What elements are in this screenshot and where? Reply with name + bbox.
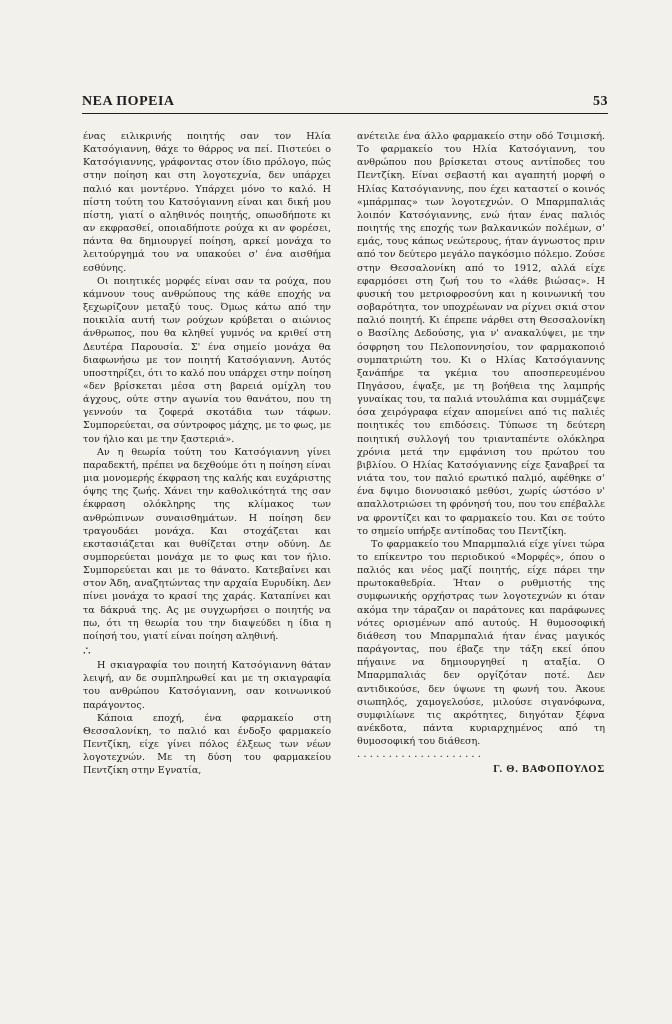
left-paragraph-1: ένας ειλικρινής ποιητής σαν τον Ηλία Κατσόγιαννη, θάχε το θάρρος να πεί. Πιστεύει ο Κατσόγιαννης, γράφοντας στον ίδιο πρόλογο, πώς στην ποίηση και στη λογοτεχνία, δεν υπάρχει παλιό και μοντέρνο. Υπάρχει μόνο το καλό. Η πίστη τούτη του Κατσόγιαννη είναι και δική μου πίστη, γιατί ο αληθινός ποιητής, οπωσδήποτε κι αν εκφρασθεί, οποιαδήποτε ρούχα κι αν φορέσει, πάντα θα δημιουργεί ποίηση, αρκεί μονάχα το λειτούργημά του να υπακούει σ' ένα αισθήμα εσθύνης.: [83, 131, 331, 274]
header-rule: [82, 113, 608, 114]
left-column: [83, 130, 331, 778]
right-column: [357, 130, 605, 776]
journal-title: ΝΕΑ ΠΟΡΕΙΑ: [82, 94, 175, 109]
right-paragraph-1: ανέτειλε ένα άλλο φαρμακείο στην οδό Τσιμισκή. Το φαρμακείο του Ηλία Κατσόγιαννη, του ανθρώπου που βρίσκεται στους αντίποδες του Πεντζίκη. Είναι σεβαστή και αγαπητή μορφή ο Ηλίας Κατσόγιαννης, που έχει καταστεί ο κοινός «μπάρμπας» των λογοτεχνών. Ο Μπαρμπαλιάς λοιπόν Κατσόγιαννης, ενώ ήταν ένας παλιός ποιητής της εποχής των βαλκανικών πολέμων, σ' εμάς, τους κάπως νεώτερους, ήταν άγνωστος πριν από τον δεύτερο μεγάλο παγκόσμιο πόλεμο. Ζούσε στην Θεσσαλονίκη από το 1912, αλλά είχε εφαρμόσει στη ζωή του το «λάθε βιώσας». Η φυσική του μετριοφροσύνη και η κοινωνική του σοβαρότητα, τον υποχρέωναν να ρίχνει σκιά στον παλιό ποιητή. Κι έπρεπε νάρθει στη Θεσσαλονίκη ο Βασίλης Δεδούσης, για ν' ανακαλύψει, με την όσφρηση του Πελοποννησίου, τον φαρμακοποιό συμπατριώτη του. Κι ο Ηλίας Κατσόγιαννης ξανάπήρε τα γκέμια του αποσπερευμένου Πηγάσου, έψαξε, με τη βοήθεια της λαμπρής γυναίκας του, τα παλιά ντουλάπια και συμμάζεψε όσα χειρόγραφα είχαν απομείνει από τις παλιές ποιητικές του επιδόσεις. Τύπωσε τη δεύτερη ποιητική συλλογή του τριανταπέντε ολόκληρα χρόνια μετά την εμφάνιση του πρώτου του βιβλίου. Ο Ηλίας Κατσόγιαννης είχε ξαναβρεί τα νιάτα του, τον παλιό ερωτικό παλμό, αφέθηκε σ' ένα δψιμο διονυσιακό μεθύσι, χωρίς ώστόσο ν' απαλλοτριώσει τη φρόνησή του, που του επέβαλλε να φροντίζει και το φαρμακείο του. Και σε τούτο το σημείο υπήρξε αντίποδας του Πεντζίκη.: [357, 131, 605, 537]
right-paragraph-2: Το φαρμακείο του Μπαρμπαλιά είχε γίνει τώρα το επίκεντρο του περιοδικού «Μορφές», όπου ο παλιός και νέος μαζί ποιητής, είχε πάρει την πρωτοκαθεδρία. Ήταν ο ρυθμιστής της συμφωνικής ορχήστρας των λογοτεχνών κι όταν ακόμα την τάραζαν οι παράτονες και παράφωνες νότες ορισμένων από αυτούς. Η θυμοσοφική διάθεση του Μπαρμπαλιά ήταν ένας μαγικός παράγοντας, που έβαζε την τάξη εκεί όπου πήγαινε να δημιουργηθεί η αταξία. Ο Μπαρμπαλιάς δεν οργίζόταν ποτέ. Δεν αντιδικούσε, δεν ύψωνε τη φωνή του. Άκουε σιωπηλός, χαμογελούσε, μιλούσε σιγανόφωνα, συμφιλίωνε τις ακρότητες, διηγόταν ξέφνα ανέκδοτα, πάντα κυριαρχημένος από τη θυμοσοφική του διάθεση.: [357, 538, 605, 748]
left-paragraph-2: Οι ποιητικές μορφές είναι σαν τα ρούχα, που κάμνουν τους ανθρώπους της κάθε εποχής να ξεχωρίζουν μεταξύ τους. Όμως κάτω από την ποικιλία αυτή των ρούχων κρύβεται ο αιώνιος άνθρωπος, που θα κληθεί γυμνός να κριθεί στη Δευτέρα Παρουσία. Σ' ένα σημείο μονάχα θα διαφωνήσω με τον ποιητή Κατσόγιαννη. Αυτός υποστηρίζει, ότι το καλό που υπάρχει στην ποίηση «δεν βρίσκεται μέσα στη βαρειά ομίχλη του άγχους, ούτε στην αγωνία του θανάτου, που τη γεννούν τα ζοφερά σκοτάδια των τάφων. Συμπορεύεται, σα σύντροφος μάχης, με το φως, με τον ήλιο και με την ξαστεριά».: [83, 275, 331, 445]
page-number: 53: [593, 94, 608, 109]
left-paragraph-4: Η σκιαγραφία του ποιητή Κατσόγιαννη θάταν λειψή, αν δε συμπληρωθεί και με τη σκιαγραφία του ανθρώπου Κατσόγιαννη, σαν κοινωνικού παράγοντος.: [83, 660, 331, 711]
section-separator: ∴: [83, 644, 91, 659]
left-paragraph-5: Κάποια εποχή, ένα φαρμακείο στη Θεσσαλονίκη, το παλιό και ένδοξο φαρμακείο Πεντζίκη, είχε γίνει πόλος έλξεως των νέων λογοτεχνών. Με τη δύση του φαρμακείου Πεντζίκη στην Εγνατία,: [83, 712, 331, 777]
running-header: [82, 92, 608, 110]
left-paragraph-3: Αν η θεωρία τούτη του Κατσόγιαννη γίνει παραδεκτή, πρέπει να δεχθούμε ότι η ποίηση είναι μια μονομερής έκφραση της καλής και ευχάριστης όψης της ζωής. Χάνει την καθολικότητά της σαν έκφραση ολόκληρης της κλίμακος των ανθρώπινων συναισθημάτων. Η ποίηση δεν τραγουδάει μονάχα. Και στοχάζεται και εκστασιάζεται και θυθίζεται στην οδύνη. Δε συμπορεύεται μονάχα με το φως και τον ήλιο. Συμπορεύεται και με το θάνατο. Κατεβαίνει και στον Άδη, αναζητώντας την αρχαία Ευρυδίκη. Δεν πίνει μονάχα το κρασί της χαράς. Καταπίνει και τα δάκρυά της. Ας με συγχωρήσει ο ποιητής να πω, ότι τη θεωρία του την διαψεύδει η ίδια η ποίησή του, γιατί είναι ποίηση αληθινή.: [83, 446, 331, 642]
dotted-ellipsis: . . . . . . . . . . . . . . . . . . . .: [357, 749, 481, 761]
author-signature: Γ. Θ. ΒΑΦΟΠΟΥΛΟΣ: [493, 763, 605, 775]
